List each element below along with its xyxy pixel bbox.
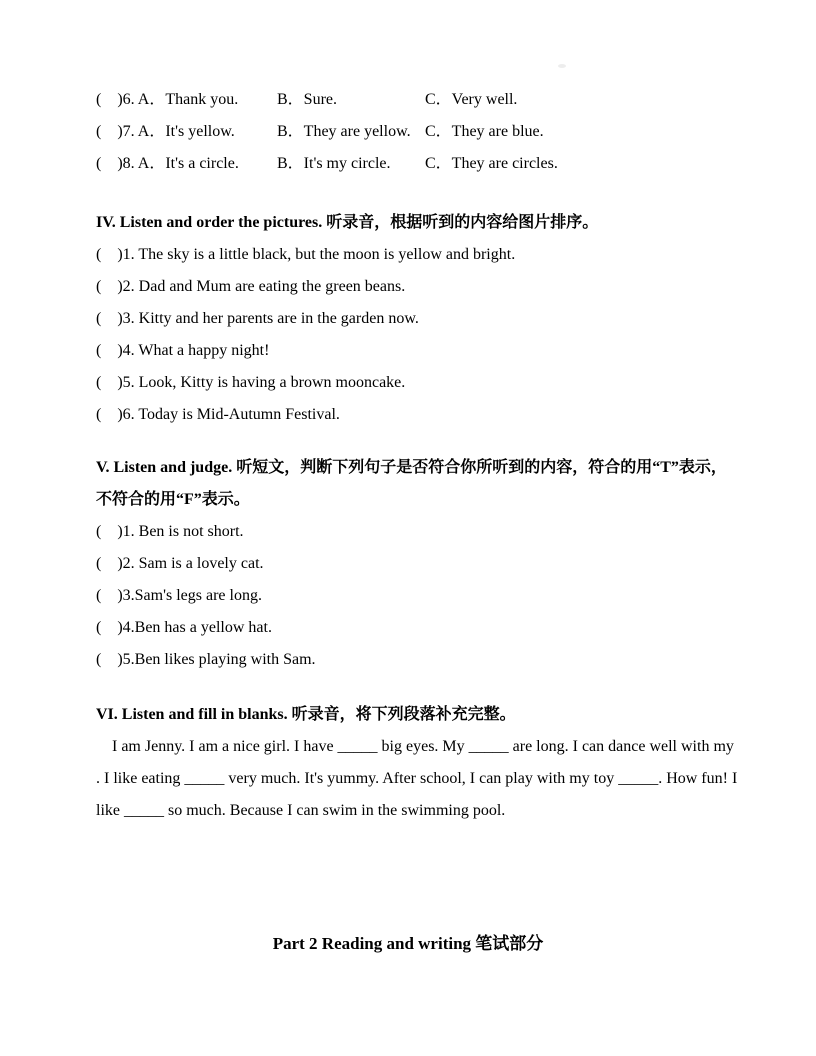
section-v-item-1: ( )1. Ben is not short. [96,523,244,540]
section-v-item-4: ( )4.Ben has a yellow hat. [96,619,272,636]
section-iv-item-2: ( )2. Dad and Mum are eating the green beans. [96,278,406,295]
section-iv-item-6: ( )6. Today is Mid-Autumn Festival. [96,406,340,423]
section-v-item-3: ( )3.Sam's legs are long. [96,587,262,604]
mc-8-option-a: ( )8. A．It's a circle. [96,155,239,172]
mc-7-option-a: ( )7. A．It's yellow. [96,123,235,140]
mc-question-row-6 [96,84,736,116]
section-v-item-5: ( )5.Ben likes playing with Sam. [96,651,316,668]
mc-6-option-c: C．Very well. [425,91,518,108]
mc-8-option-c: C．They are circles. [425,155,558,172]
section-vi-title: VI. Listen and fill in blanks. 听录音，将下列段落补充完整。 [96,706,516,723]
section-iv-title: IV. Listen and order the pictures. 听录音，根据听到的内容给图片排序。 [96,214,599,231]
section-v-item-2: ( )2. Sam is a lovely cat. [96,555,264,572]
section-iv-item-1: ( )1. The sky is a little black, but the moon is yellow and bright. [96,246,516,263]
mc-6-option-b: B．Sure. [277,91,338,108]
mc-question-row-7 [96,116,736,148]
section-iv-item-4: ( )4. What a happy night! [96,342,270,359]
section-vi-paragraph-line-1: I am Jenny. I am a nice girl. I have _____ big eyes. My _____ are long. I can dance well with my [96,738,734,755]
page-content [96,84,736,960]
part2-heading: Part 2 Reading and writing 笔试部分 [272,934,544,953]
section-vi-paragraph-line-2: . I like eating _____ very much. It's yummy. After school, I can play with my toy _____. How fun! I [96,770,738,787]
section-iv-item-5: ( )5. Look, Kitty is having a brown mooncake. [96,374,406,391]
section-v-title-line-2: 不符合的用“F”表示。 [96,491,250,508]
mc-8-option-b: B．It's my circle. [277,155,391,172]
mc-6-option-a: ( )6. A．Thank you. [96,91,239,108]
section-iv-item-3: ( )3. Kitty and her parents are in the garden now. [96,310,419,327]
mc-7-option-c: C．They are blue. [425,123,544,140]
section-vi-paragraph-line-3: like _____ so much. Because I can swim in the swimming pool. [96,802,506,819]
scan-artifact-dot [558,64,566,68]
mc-question-row-8 [96,148,736,180]
section-v-title-line-1: V. Listen and judge. 听短文，判断下列句子是否符合你所听到的内容，符合的用“T”表示， [96,459,727,476]
mc-7-option-b: B．They are yellow. [277,123,411,140]
